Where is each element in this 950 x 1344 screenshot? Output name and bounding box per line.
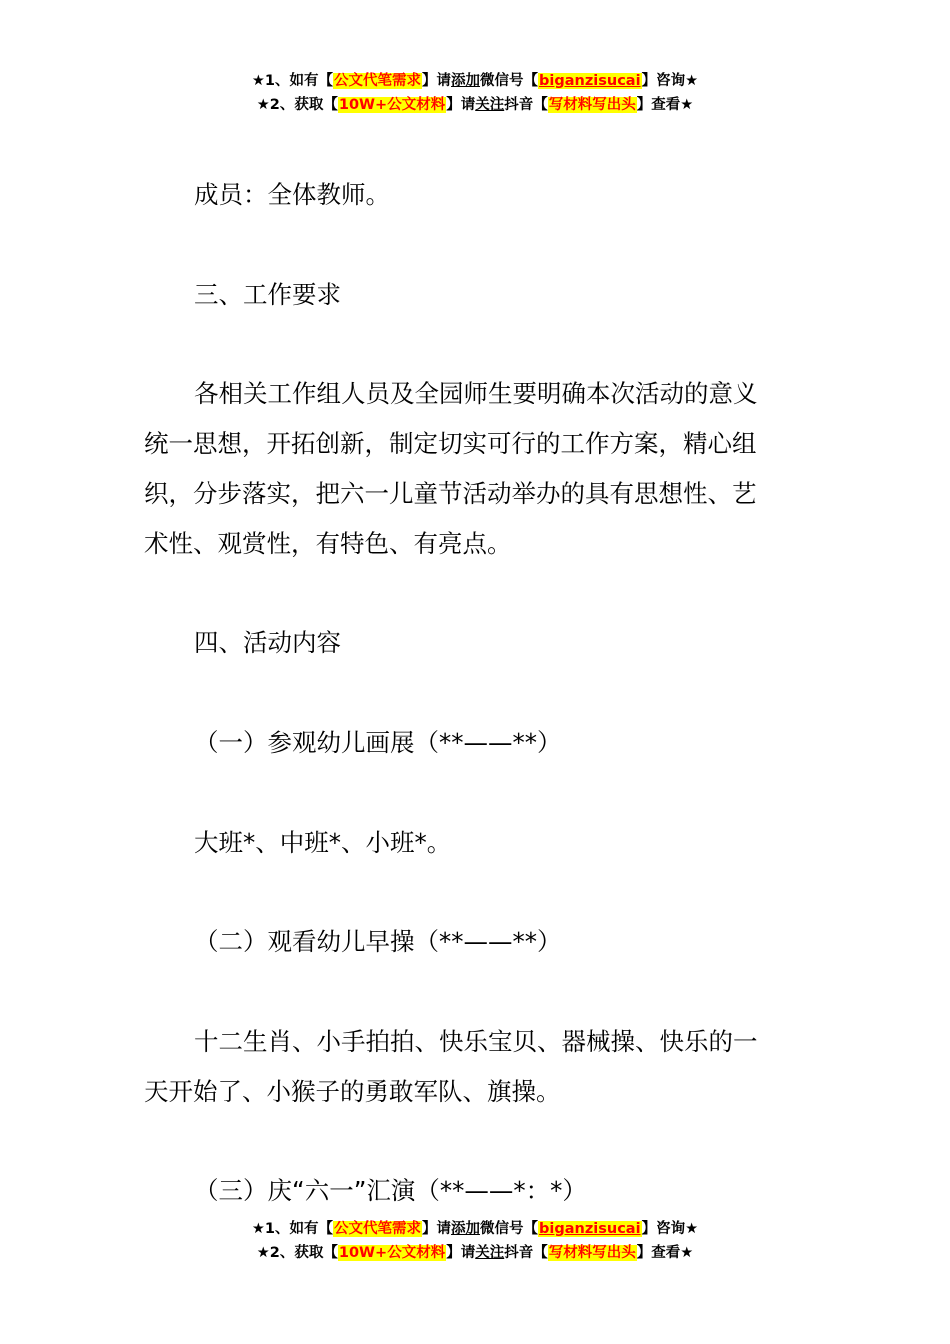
paragraph-line: 天开始了、小猴子的勇敢军队、旗操。 (144, 1077, 561, 1106)
banner-text: 】查看★ (636, 1245, 694, 1261)
requirements-paragraph (144, 369, 808, 569)
banner-text: 抖音【 (504, 1245, 548, 1261)
paragraph-line: 术性、观赏性，有特色、有亮点。 (144, 529, 512, 558)
banner-text: 微信号【 (480, 1221, 539, 1237)
highlight-service: 公文代笔需求 (334, 73, 422, 89)
highlight-douyin: 写材料写出头 (548, 97, 636, 113)
banner-text: ★2、获取【 (256, 1245, 338, 1261)
section-heading-4: 四、活动内容 (194, 628, 341, 657)
section-heading-3: 三、工作要求 (194, 280, 341, 309)
banner-text: 】请 (422, 1221, 452, 1237)
banner-text: 】请 (446, 1245, 476, 1261)
banner-text: 抖音【 (504, 97, 548, 113)
highlight-service: 公文代笔需求 (334, 1221, 422, 1237)
header-banner (0, 69, 950, 117)
subheading-3: （三）庆“六一”汇演（**——*：*） (194, 1176, 587, 1205)
wechat-id-link[interactable]: biganzisucai (539, 1221, 641, 1237)
banner-line-1 (0, 1217, 950, 1241)
banner-line-2 (0, 93, 950, 117)
banner-text: 】请 (446, 97, 476, 113)
banner-line-2 (0, 1241, 950, 1265)
underlined-text: 添加 (451, 73, 481, 89)
highlight-materials: 10W+公文材料 (338, 1245, 446, 1261)
exercises-paragraph (144, 1017, 808, 1117)
subheading-2: （二）观看幼儿早操（**——**） (194, 927, 562, 956)
banner-text: ★1、如有【 (251, 73, 334, 89)
underlined-text: 关注 (475, 1245, 505, 1261)
banner-line-1 (0, 69, 950, 93)
banner-text: ★1、如有【 (251, 1221, 334, 1237)
banner-text: 】请 (422, 73, 452, 89)
banner-text: ★2、获取【 (256, 97, 338, 113)
members-line: 成员：全体教师。 (194, 180, 390, 209)
banner-text: 】咨询★ (641, 1221, 699, 1237)
highlight-douyin: 写材料写出头 (548, 1245, 636, 1261)
wechat-id-link[interactable]: biganzisucai (539, 73, 641, 89)
banner-text: 】咨询★ (641, 73, 699, 89)
paragraph-line: 十二生肖、小手拍拍、快乐宝贝、器械操、快乐的一 (194, 1027, 758, 1056)
underlined-text: 关注 (475, 97, 505, 113)
banner-text: 】查看★ (636, 97, 694, 113)
paragraph-line: 织，分步落实，把六一儿童节活动举办的具有思想性、艺 (144, 479, 757, 508)
subheading-1: （一）参观幼儿画展（**——**） (194, 728, 562, 757)
paragraph-line: 各相关工作组人员及全园师生要明确本次活动的意义 (194, 379, 758, 408)
underlined-text: 添加 (451, 1221, 481, 1237)
highlight-materials: 10W+公文材料 (338, 97, 446, 113)
footer-banner (0, 1217, 950, 1265)
banner-text: 微信号【 (480, 73, 539, 89)
paragraph-line: 统一思想，开拓创新，制定切实可行的工作方案，精心组 (144, 429, 757, 458)
classes-line: 大班*、中班*、小班*。 (194, 828, 452, 857)
